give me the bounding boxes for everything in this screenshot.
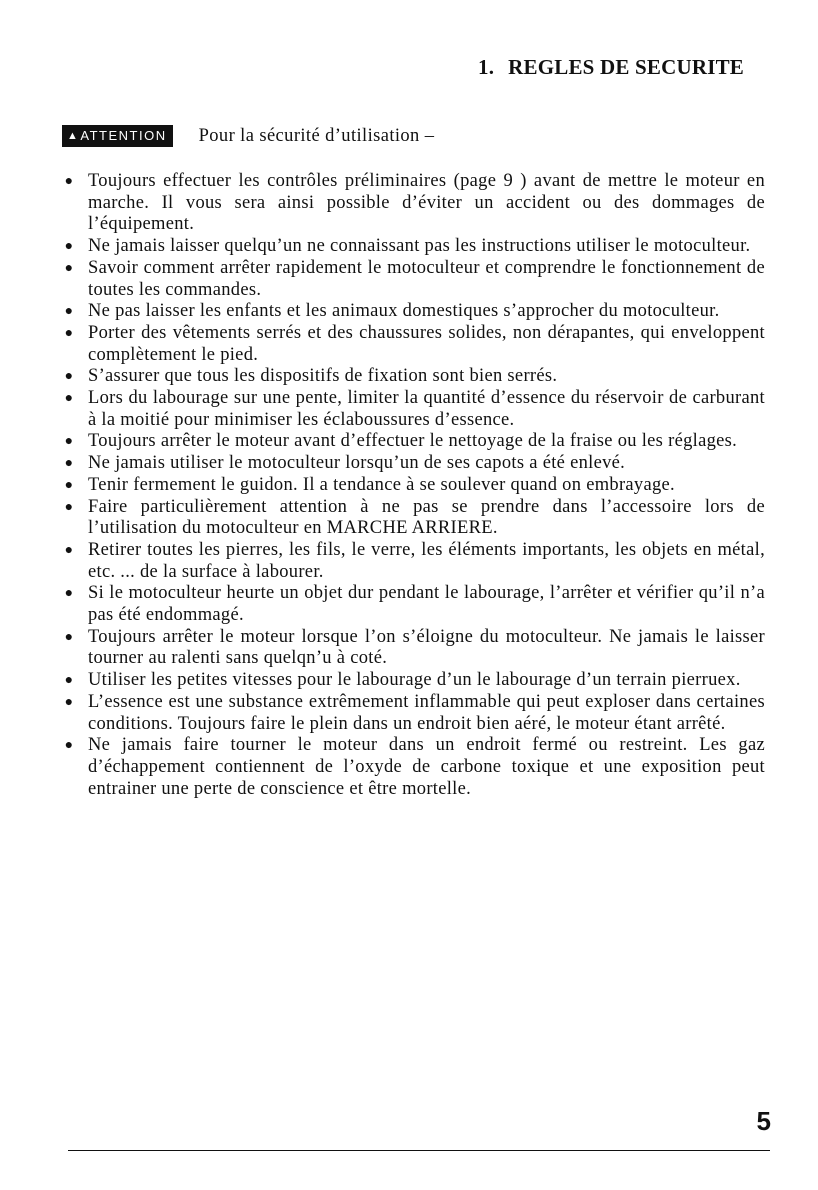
list-item xyxy=(62,301,765,323)
list-item xyxy=(62,431,765,453)
list-item xyxy=(62,692,765,735)
rule-text: Retirer toutes les pierres, les fils, le verre, les éléments importants, les objets en métal, etc. ... de la surface à labourer. xyxy=(88,539,765,582)
list-item xyxy=(62,735,765,800)
bullet-icon: ● xyxy=(64,174,74,189)
rule-text: Savoir comment arrêter rapidement le motoculteur et comprendre le fonctionnement de toutes les commandes. xyxy=(88,257,765,300)
section-title-text: REGLES DE SECURITE xyxy=(508,55,744,79)
list-item xyxy=(62,258,765,301)
section-title xyxy=(478,55,744,80)
list-item xyxy=(62,236,765,258)
rule-text: Ne pas laisser les enfants et les animaux domestiques s’approcher du motoculteur. xyxy=(88,301,720,322)
bullet-icon: ● xyxy=(64,369,74,385)
list-item xyxy=(62,388,765,431)
bullet-icon: ● xyxy=(64,434,74,450)
list-item xyxy=(62,540,765,583)
bullet-icon: ● xyxy=(64,586,74,602)
warning-triangle-icon: ▲ xyxy=(67,130,80,142)
section-number: 1. xyxy=(478,55,495,79)
bullet-icon: ● xyxy=(64,325,74,341)
rule-text: Utiliser les petites vitesses pour le labourage d’un le labourage d’un terrain pierruex. xyxy=(88,670,741,691)
rule-text: Faire particulièrement attention à ne pas se prendre dans l’accessoire lors de l’utilisation du motoculteur en MARCHE ARRIERE. xyxy=(88,496,765,539)
attention-row xyxy=(62,125,434,147)
rule-text: Lors du labourage sur une pente, limiter la quantité d’essence du réservoir de carburant à la moitié pour minimiser les éclaboussures d’essence. xyxy=(88,388,765,430)
bullet-icon: ● xyxy=(64,499,74,515)
bullet-icon: ● xyxy=(64,456,74,472)
rule-text: Toujours effectuer les contrôles préliminaires (page 9 ) avant de mettre le moteur en marche. Il vous sera ainsi possible d’éviter un accident ou des dommages de l’équipement. xyxy=(88,171,765,235)
rule-text: Toujours arrêter le moteur avant d’effectuer le nettoyage de la fraise ou les réglages. xyxy=(88,431,738,452)
bullet-icon: ● xyxy=(64,239,74,255)
list-item xyxy=(62,475,765,497)
attention-badge-label: ATTENTION xyxy=(80,128,167,143)
bullet-icon: ● xyxy=(64,260,74,276)
bullet-icon: ● xyxy=(64,542,74,558)
bullet-icon: ● xyxy=(64,629,74,645)
list-item xyxy=(62,366,765,388)
footer-divider xyxy=(68,1150,770,1151)
rule-text: Ne jamais utiliser le motoculteur lorsqu’un de ses capots a été enlevé. xyxy=(88,453,626,474)
rule-text: Tenir fermement le guidon. Il a tendance à se soulever quand on embrayage. xyxy=(88,474,675,495)
safety-rules-list xyxy=(62,171,765,800)
bullet-icon: ● xyxy=(64,391,74,407)
bullet-icon: ● xyxy=(64,304,74,320)
rule-text: S’assurer que tous les dispositifs de fixation sont bien serrés. xyxy=(88,366,558,387)
attention-badge xyxy=(62,125,173,147)
list-item xyxy=(62,583,765,626)
bullet-icon: ● xyxy=(64,673,74,689)
list-item xyxy=(62,497,765,540)
list-item xyxy=(62,171,765,236)
rule-text: Toujours arrêter le moteur lorsque l’on s’éloigne du motoculteur. Ne jamais le laisser tourner au ralenti sans quelqn’u à coté. xyxy=(88,626,765,669)
list-item xyxy=(62,453,765,475)
attention-intro: Pour la sécurité d’utilisation – xyxy=(198,125,435,146)
list-item xyxy=(62,670,765,692)
list-item xyxy=(62,627,765,670)
list-item xyxy=(62,323,765,366)
page-number: 5 xyxy=(756,1106,771,1136)
rule-text: Si le motoculteur heurte un objet dur pendant le labourage, l’arrêter et vérifier qu’il n’a pas été endommagé. xyxy=(88,583,765,626)
rule-text: Porter des vêtements serrés et des chaussures solides, non dérapantes, qui enveloppent complètement le pied. xyxy=(88,322,765,365)
rule-text: Ne jamais faire tourner le moteur dans un endroit fermé ou restreint. Les gaz d’échappement contiennent de l’oxyde de carbone toxique et une exposition peut entrainer une perte de conscience et être mortelle. xyxy=(88,735,765,799)
rule-text: Ne jamais laisser quelqu’un ne connaissant pas les instructions utiliser le motoculteur. xyxy=(88,236,751,257)
bullet-icon: ● xyxy=(64,694,74,710)
rule-text: L’essence est une substance extrêmement inflammable qui peut exploser dans certaines conditions. Toujours faire le plein dans un endroit bien aéré, le moteur étant arrêté. xyxy=(88,691,765,734)
bullet-icon: ● xyxy=(64,738,74,754)
bullet-icon: ● xyxy=(64,477,74,493)
